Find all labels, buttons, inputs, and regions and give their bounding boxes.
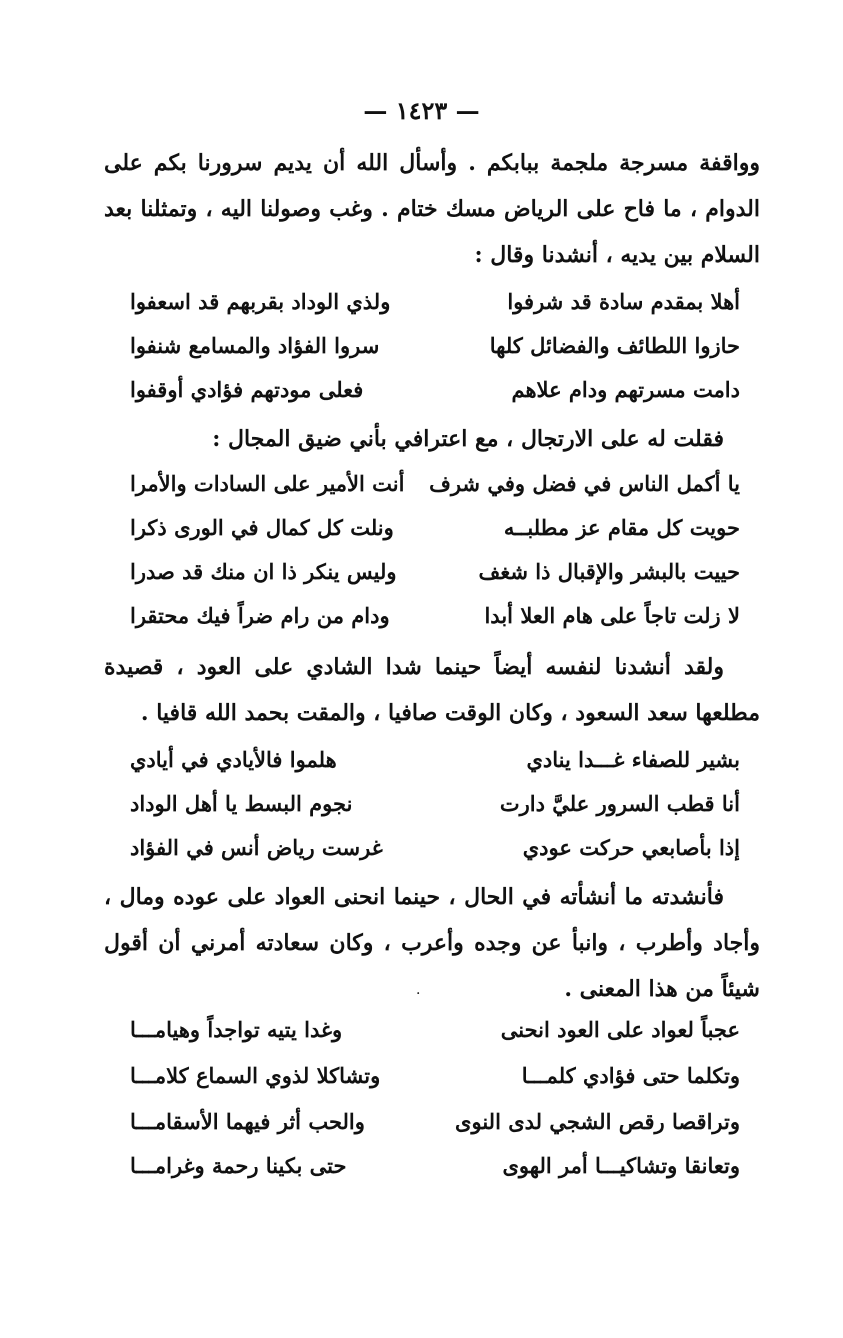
poem-3-verse-1	[130, 740, 740, 780]
hemistich: سروا الفؤاد والمسامع شنفوا	[130, 333, 380, 358]
hemistich: أهلا بمقدم سادة قد شرفوا	[507, 289, 740, 314]
poem-4-verse-1	[130, 1010, 740, 1050]
hemistich: وتراقصا رقص الشجي لدى النوى	[455, 1109, 740, 1134]
hemistich: بشير للصفاء غـــدا ينادي	[526, 747, 740, 772]
paragraph-oud-intro: ولقد أنشدنا لنفسه أيضاً حينما شدا الشادي على العود ، قصيدة مطلعها سعد السعود ، وكان الوقت صافيا ، والمقت بحمد الله قافيا .	[104, 654, 760, 726]
poem-4-verse-2	[130, 1056, 740, 1096]
hemistich: حازوا اللطائف والفضائل كلها	[489, 333, 740, 358]
page-speck: ·	[416, 986, 421, 1002]
poem-3-verse-2	[130, 784, 740, 824]
paragraph-response: فأنشدته ما أنشأته في الحال ، حينما انحنى العواد على عوده ومال ، وأجاد وأطرب ، وانبأ عن وجده وأعرب ، وكان سعادته أمرني أن أقول شيئاً من هذا المعنى .	[104, 884, 760, 1002]
hemistich: وليس ينكر ذا ان منك قد صدرا	[130, 559, 397, 584]
poem-2-verse-2	[130, 508, 740, 548]
hemistich: غرست رياض أنس في الفؤاد	[130, 835, 383, 860]
hemistich: وتعانقا وتشاكيـــا أمر الهوى	[502, 1153, 740, 1178]
hemistich: عجباً لعواد على العود انحنى	[500, 1017, 740, 1042]
hemistich: حويت كل مقام عز مطلبــه	[503, 515, 740, 540]
poem-2-verse-3	[130, 552, 740, 592]
hemistich: ولذي الوداد بقربهم قد اسعفوا	[130, 289, 391, 314]
hemistich: هلموا فالأيادي في أيادي	[130, 747, 337, 772]
poem-4-verse-3	[130, 1102, 740, 1142]
hemistich: دامت مسرتهم ودام علاهم	[511, 377, 740, 402]
hemistich: أنت الأمير على السادات والأمرا	[130, 471, 405, 496]
hemistich: وتكلما حتى فؤادي كلمـــا	[521, 1063, 740, 1088]
page-number: — ١٤٢٣ —	[363, 96, 480, 125]
hemistich: ودام من رام ضراً فيك محتقرا	[130, 603, 390, 628]
poem-3-verse-3	[130, 828, 740, 868]
hemistich: إذا بأصابعي حركت عودي	[522, 835, 740, 860]
paragraph-reply: فقلت له على الارتجال ، مع اعترافي بأني ضيق المجال :	[212, 426, 724, 452]
poem-2-verse-1	[130, 464, 740, 504]
hemistich: حييت بالبشر والإقبال ذا شغف	[478, 559, 740, 584]
hemistich: لا زلت تاجاً على هام العلا أبدا	[484, 603, 740, 628]
poem-2-verse-4	[130, 596, 740, 636]
hemistich: ونلت كل كمال في الورى ذكرا	[130, 515, 394, 540]
hemistich: يا أكمل الناس في فضل وفي شرف	[429, 471, 740, 496]
hemistich: وتشاكلا لذوي السماع كلامـــا	[130, 1063, 381, 1088]
hemistich: وغدا يتيه تواجداً وهيامـــا	[130, 1017, 343, 1042]
poem-1-verse-3	[130, 370, 740, 410]
hemistich: أنا قطب السرور عليَّ دارت	[499, 791, 740, 816]
paragraph-intro: وواقفة مسرجة ملجمة ببابكم . وأسأل الله أن يديم سرورنا بكم على الدوام ، ما فاح على الرياض مسك ختام . وغب وصولنا اليه ، وتمثلنا بعد السلام بين يديه ، أنشدنا وقال :	[104, 150, 760, 268]
poem-1-verse-1	[130, 282, 740, 322]
hemistich: والحب أثر فيهما الأسقامـــا	[130, 1109, 365, 1134]
poem-1-verse-2	[130, 326, 740, 366]
hemistich: نجوم البسط يا أهل الوداد	[130, 791, 353, 816]
hemistich: فعلى مودتهم فؤادي أوقفوا	[130, 377, 364, 402]
poem-4-verse-4	[130, 1146, 740, 1186]
hemistich: حتى بكينا رحمة وغرامـــا	[130, 1153, 347, 1178]
